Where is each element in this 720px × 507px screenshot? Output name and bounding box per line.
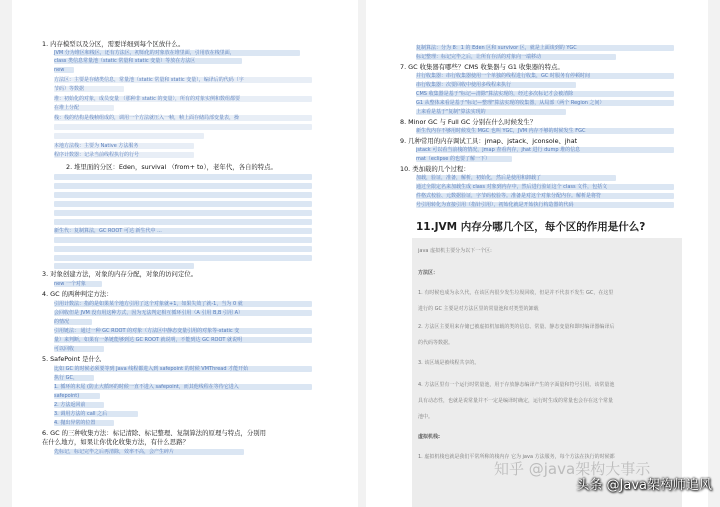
box-text: 3. 该区域是被线程共享的。 xyxy=(418,360,480,366)
answer-text: 3. 调用方法的 call 之后 xyxy=(54,411,108,417)
answer-text: 比如 GC 的时候必须要等到 Java 线程都进入到 safepoint 的时候 VMThread 才能开始 xyxy=(54,366,249,372)
box-text: 2. 方法区主要用来存储已被虚拟机加载的类的信息、常量、静态变量和即时编译器编译后 xyxy=(418,324,615,330)
box-text: 1. 虚拟机栈也就是我们平常所称的栈内存 它为 java 方法服务，每个方法在执行的时候都 xyxy=(418,454,615,460)
answer-text: 先标记，标记完毕之后再清除，效率不高，会产生碎片 xyxy=(54,449,175,455)
document-page-right xyxy=(366,0,708,507)
answer-text: 新生代：复制算法，GC ROOT 可达 新生代中 ... xyxy=(54,228,162,234)
answer-text: class 类信息常量池（static 常量和 static 变量）等放在方法区 xyxy=(54,58,196,64)
question-10: 10. 类加载的几个过程： xyxy=(400,165,470,173)
answer-text: 复制算法：分为 8：1 的 Eden 区和 survivor 区，就是上面谈到的 YGC xyxy=(416,45,577,51)
question-5: 5. SafePoint 是什么 xyxy=(42,355,102,363)
answer-text: 并行收集器：串行收集器使用一个单独的线程进行收集，GC 时服务有停顿时间 xyxy=(416,73,590,79)
answer-text: 串行收集器：次要回收中使用多线程来执行 xyxy=(416,82,512,88)
text-line xyxy=(54,219,312,225)
box-text: java 虚拟机主要分为以下一个区: xyxy=(418,248,492,254)
text-line xyxy=(54,255,312,261)
watermark-text: 知乎 @java架构大事示 xyxy=(494,460,651,478)
answer-text: 节码）等数据 xyxy=(54,86,85,92)
question-7: 7. GC 收集器有哪些？CMS 收集器与 G1 收集器的特点。 xyxy=(400,63,564,71)
answer-text: 件格式校验、元数据验证，字节码校验等。准备是对这个对象分配内存。解析是将符 xyxy=(416,193,602,199)
answer-text: mat（eclipse 的也要了解一下） xyxy=(416,156,490,162)
box-text: 进行的 GC 主要是对方法区里的常量池和对类型的卸载 xyxy=(418,306,539,312)
question-9: 9. 几种常用的内存调试工具：jmap、jstack、jconsole、jhat xyxy=(400,137,578,145)
answer-text: 引用链法： 通过一种 GC ROOT 的对象（方法区中静态变量引用的对象等-static 变 xyxy=(54,328,240,334)
answer-text: 标记整理：标记完毕之后，让所有存活的对象向一端移动 xyxy=(416,54,542,60)
box-subheading: 方法区： xyxy=(418,270,439,276)
answer-text: 方法区：主要是存储类信息，常量池（static 常量和 static 变量），编译后的代码（字 xyxy=(54,77,244,83)
answer-text: 堆：初始化的对象，成员变量 （那种非 static 的变量），所有的对象实例和数组都要 xyxy=(54,96,241,102)
text-line xyxy=(54,237,312,243)
answer-text: jstack 可以看当前栈的情况，jmap 查看内存，jhat 进行 dump 堆的信息 xyxy=(416,147,581,153)
box-text: 1. 有时候也成为永久代，在该区内很少发生垃圾回收，但是并不代表不发生 GC，在这里 xyxy=(418,290,614,296)
answer-text: 引用计数法：指的是如果某个地方引用了这个对象就+1，如果失效了就-1，当为 0 就 xyxy=(54,301,243,307)
question-8: 8. Minor GC 与 Full GC 分别在什么时候发生？ xyxy=(400,118,537,126)
question-6-cont: 在什么地方，如果让你优化收集方法，有什么思路？ xyxy=(42,438,189,446)
answer-text: 在堆上分配 xyxy=(54,105,80,111)
box-text: 的代码等数据。 xyxy=(418,340,454,346)
question-4: 4. GC 的两种判定方法： xyxy=(42,290,113,298)
text-line xyxy=(54,192,312,198)
question-1: 1. 内存模型以及分区，需要详细到每个区放什么。 xyxy=(42,40,185,48)
answer-text: 会回收但是 JVM 没有用这种方式，因为无法判定相互循环引用（A 引用 B,B 引用 A） xyxy=(54,310,244,316)
box-subheading: 虚拟机栈: xyxy=(418,434,440,440)
text-line xyxy=(54,246,312,252)
question-6: 6. GC 的三种收集方法：标记清除、标记整理、复制算法的原理与特点，分别用 xyxy=(42,429,267,437)
section-heading: 11.JVM 内存分哪几个区，每个区的作用是什么? xyxy=(416,221,646,233)
answer-text: 4. 抛出异常的位置 xyxy=(54,420,96,426)
answer-text: 加载，验证，准备，解析，初始化，然后是使用和卸载了 xyxy=(416,175,542,181)
box-text: 4. 方法区里有一个运行时常量池，用于存放静态编译产生的字面量和符号引用。该常量池 xyxy=(418,382,615,388)
answer-text: 2. 方法返回前 xyxy=(54,402,86,408)
text-line xyxy=(54,201,312,207)
question-2: 2. 堆里面的分区：Eden，survival （from+ to），老年代，各自的特点。 xyxy=(66,163,277,171)
answer-text: 1. 循环的末尾 (防止大循环的时候一直不进入 safepoint，而其他线程在等待它进入 xyxy=(54,384,239,390)
answer-text: 量）来判断，如果有一条链能够到达 GC ROOT 就说明，不能到达 GC ROOT 就说明 xyxy=(54,337,243,343)
box-text: 池中。 xyxy=(418,414,434,420)
credit-watermark: 头条 @Java架构师追风 xyxy=(576,478,712,493)
text-line xyxy=(54,183,312,189)
answer-text: 的情况 xyxy=(54,319,70,325)
answer-text: safepoint) xyxy=(54,393,80,399)
document-page-left xyxy=(12,0,358,507)
answer-text: 本地方法栈：主要为 Native 方法服务 xyxy=(54,143,139,149)
answer-text: 新生代内存不够用时候发生 MGC 也叫 YGC，JVM 内存不够的时候发生 FGC xyxy=(416,128,586,134)
text-line xyxy=(54,174,312,180)
text-line xyxy=(54,124,312,130)
answer-text: 程序计数器：记录当前线程执行的行号 xyxy=(54,152,140,158)
answer-text: new xyxy=(54,67,65,73)
answer-text: 执行 GC， xyxy=(54,375,78,381)
text-line xyxy=(54,210,312,216)
answer-text: 栈：栈的结构是栈帧组成的，调用一个方法就压入一帧，帧上面存储局部变量表，操 xyxy=(54,115,240,121)
answer-text: new 一个对象 xyxy=(54,281,86,287)
question-3: 3. 对象创建方法，对象的内存分配，对象的访问定位。 xyxy=(42,270,198,278)
box-text: 具有动态性，也就是说常量并不一定是编译时确定，运行时生成的常量也会存在这个常量 xyxy=(418,398,614,404)
answer-text: 可以回收 xyxy=(54,346,75,352)
answer-text: G1 从整体来看是基于"标记—整理"算法实现的收集器，从局部（两个 Region 之间） xyxy=(416,100,605,106)
answer-text: 通过全限定名来加载生成 class 对象到内存中，然后进行验证这个 class 文件，包括文 xyxy=(416,184,608,190)
answer-text: 号引用转化为直接引用（指针引用），初始化就是开始执行构造器的代码 xyxy=(416,202,574,208)
text-line xyxy=(54,133,204,139)
answer-text: CMS 收集器是基于"标记—清除"算法实现的，经过多次标记才会被清除 xyxy=(416,91,574,97)
answer-text: 上来看是基于"复制"算法实现的 xyxy=(416,109,486,115)
answer-text: JVM 分为堆区和栈区，还有方法区，初始化的对象放在堆里面，引用放在栈里面， xyxy=(54,50,235,56)
text-line xyxy=(54,263,194,269)
